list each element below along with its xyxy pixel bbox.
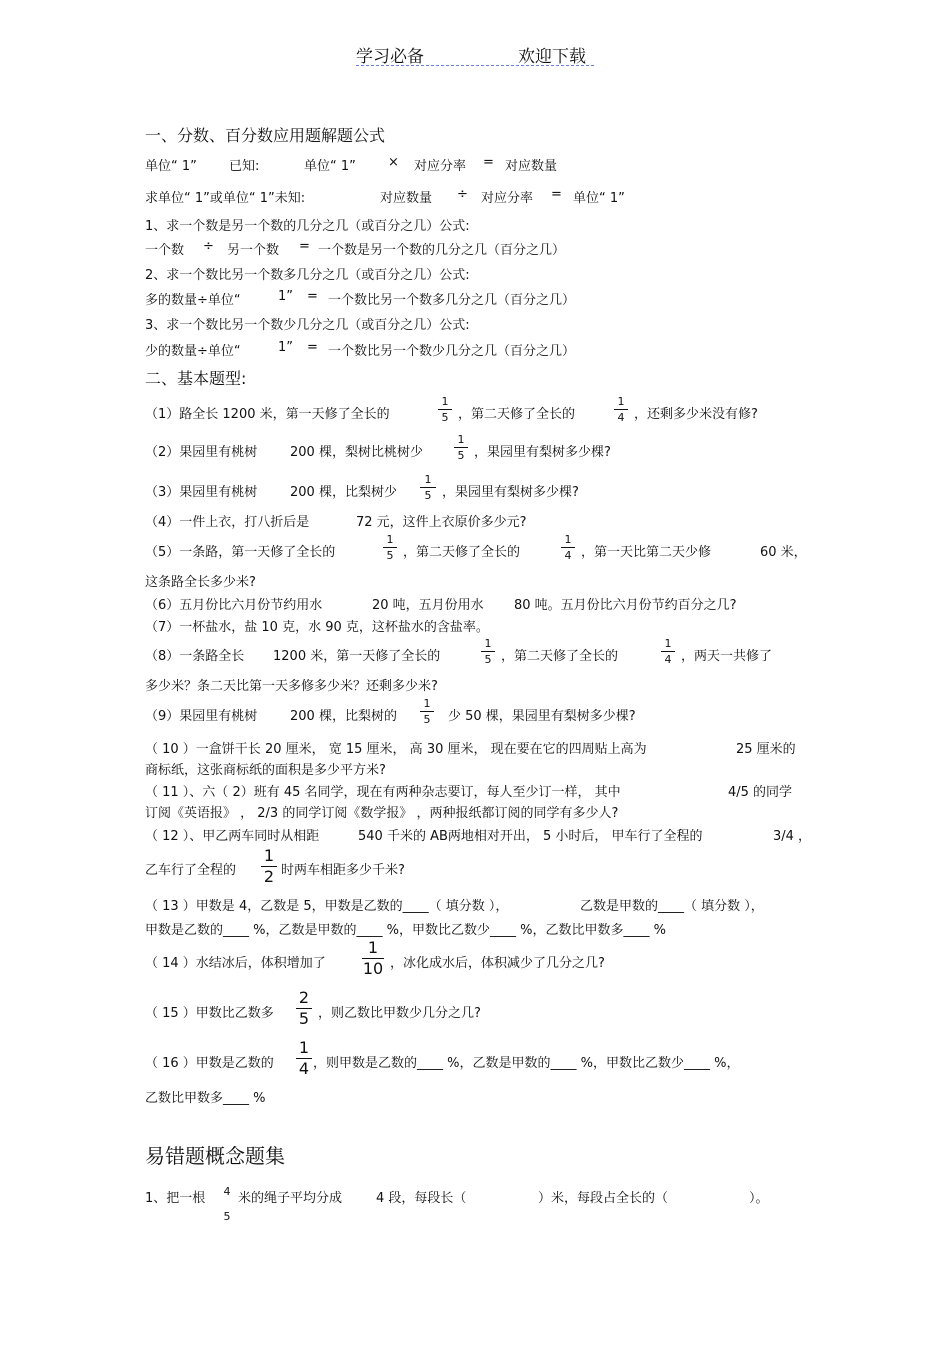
fraction: [220, 1186, 234, 1222]
numerator: 1: [617, 395, 625, 408]
numerator: 1: [424, 473, 432, 486]
denominator: 5: [223, 1210, 231, 1223]
numerator: 1: [441, 395, 449, 408]
numerator: 1: [564, 533, 572, 546]
formula-line2-a: 一个数: [145, 243, 185, 258]
section3-title: 易错题概念题集: [145, 1144, 285, 1168]
formula1-d: ×: [388, 155, 399, 170]
formula1-c: 单位“ 1”: [304, 159, 356, 174]
formula1-b: 已知:: [229, 159, 260, 174]
q16-part-b: ，则甲数是乙数的____ %，乙数是甲数的____ %，甲数比乙数少____ %，: [313, 1056, 740, 1071]
formula2-a: 求单位“ 1”或单位“ 1”未知:: [145, 191, 306, 206]
formula-line4-d: 一个数比另一个数多几分之几（百分之几）: [328, 293, 576, 308]
s3-q1-part-d: ）米，每段占全长的（: [538, 1191, 669, 1206]
formula1-g: 对应数量: [505, 159, 558, 174]
denominator: 5: [441, 411, 449, 424]
numerator: 2: [298, 988, 310, 1007]
q10-part-b: 25 厘米的: [736, 742, 796, 757]
formula-line1: 1、求一个数是另一个数的几分之几（或百分之几）公式:: [145, 219, 470, 234]
formula-line3: 2、求一个数比另一个数多几分之几（或百分之几）公式:: [145, 268, 470, 283]
q5-part-c: ，第一天比第二天少修: [581, 545, 712, 560]
q12-part-a: （ 12 ）、甲乙两车同时从相距: [145, 829, 320, 844]
q16-part-c: 乙数比甲数多____ %: [145, 1091, 266, 1106]
q2-part-c: ，果园里有梨树多少棵?: [474, 445, 611, 460]
fraction: [661, 638, 675, 665]
fraction-bar: [420, 711, 434, 712]
q5-part-e: 这条路全长多少米?: [145, 575, 256, 590]
denominator: 5: [386, 549, 394, 562]
fraction-bar: [383, 547, 397, 548]
denominator: 5: [298, 1009, 310, 1028]
numerator: 1: [367, 938, 379, 957]
header-left: 学习必备: [356, 47, 424, 67]
denominator: 5: [484, 653, 492, 666]
s3-q1-part-c: 4 段，每段长（: [376, 1191, 467, 1206]
fraction: [362, 940, 384, 977]
header-right: 欢迎下载: [518, 47, 586, 67]
q11-part-a: （ 11 ）、六（ 2）班有 45 名同学，现在有两种杂志要订，每人至少订一样， 其中: [145, 785, 621, 800]
formula2-f: 单位“ 1”: [573, 191, 625, 206]
header-divider: [356, 65, 594, 66]
formula-line5: 3、求一个数比另一个数少几分之几（或百分之几）公式:: [145, 318, 470, 333]
formula-line4-c: =: [307, 289, 318, 304]
numerator: 4: [223, 1185, 231, 1198]
q14-part-a: （ 14 ）水结冰后，体积增加了: [145, 956, 326, 971]
s3-q1-part-e: ）。: [749, 1191, 769, 1206]
q15-part-a: （ 15 ）甲数比乙数多: [145, 1006, 274, 1021]
denominator: 2: [263, 867, 275, 886]
formula1-a: 单位“ 1”: [145, 159, 197, 174]
q8-part-e: 多少米？条二天比第一天多修多少米？还剩多少米?: [145, 679, 438, 694]
denominator: 4: [617, 411, 625, 424]
formula-line2-c: 另一个数: [227, 243, 280, 258]
q1-part-c: ，还剩多少米没有修?: [634, 407, 758, 422]
q6-part-c: 80 吨。五月份比六月份节约百分之几?: [514, 598, 737, 613]
fraction-bar: [438, 409, 452, 410]
q8-part-a: （8）一条路全长: [145, 649, 245, 664]
formula-line2-e: 一个数是另一个数的几分之几（百分之几）: [318, 243, 566, 258]
numerator: 1: [423, 697, 431, 710]
formula-line6-c: =: [307, 340, 318, 355]
fraction-bar: [481, 651, 495, 652]
q13-part-c: 甲数是乙数的____ %，乙数是甲数的____ %，甲数比乙数少____ %，乙数比甲数多____ %: [145, 923, 666, 938]
formula-line2-d: =: [299, 239, 310, 254]
q13-part-b: 乙数是甲数的____（ 填分数 ），: [580, 899, 764, 914]
formula-line6-d: 一个数比另一个数少几分之几（百分之几）: [328, 344, 576, 359]
q8-part-d: ，两天一共修了: [681, 649, 773, 664]
fraction-bar: [454, 447, 468, 448]
denominator: 4: [298, 1059, 310, 1078]
q3-part-b: 200 棵，比梨树少: [290, 485, 397, 500]
section2-title: 二、基本题型:: [145, 369, 247, 388]
fraction: [296, 1040, 312, 1077]
fraction-bar: [614, 409, 628, 410]
q12-part-e: 时两车相距多少千米?: [281, 863, 405, 878]
section1-title: 一、分数、百分数应用题解题公式: [145, 126, 386, 145]
q5-part-b: ，第二天修了全长的: [403, 545, 521, 560]
denominator: 5: [424, 489, 432, 502]
fraction: [454, 434, 468, 461]
q4-part-a: （4）一件上衣，打八折后是: [145, 515, 310, 530]
formula-line2-b: ÷: [203, 239, 214, 254]
q9-part-a: （9）果园里有桃树: [145, 709, 258, 724]
q6-part-a: （6）五月份比六月份节约用水: [145, 598, 323, 613]
q15-part-b: ，则乙数比甲数少几分之几?: [318, 1006, 481, 1021]
q1-part-b: ，第二天修了全长的: [458, 407, 576, 422]
formula1-e: 对应分率: [414, 159, 467, 174]
numerator: 1: [386, 533, 394, 546]
fraction: [420, 698, 434, 725]
q10-part-a: （ 10 ）一盒饼干长 20 厘米， 宽 15 厘米， 高 30 厘米， 现在要在它的四周贴上高为: [145, 742, 647, 757]
fraction: [261, 848, 277, 885]
fraction: [438, 396, 452, 423]
fraction: [481, 638, 495, 665]
q13-part-a: （ 13 ）甲数是 4，乙数是 5，甲数是乙数的____（ 填分数 ），: [145, 899, 509, 914]
q3-part-a: （3）果园里有桃树: [145, 485, 258, 500]
s3-q1-part-b: 米的绳子平均分成: [238, 1191, 343, 1206]
fraction: [383, 534, 397, 561]
fraction-bar: [661, 651, 675, 652]
q12-part-d: 乙车行了全程的: [145, 863, 237, 878]
formula-line6-b: 1”: [278, 340, 294, 355]
s3-q1-part-a: 1、把一根: [145, 1191, 206, 1206]
denominator: 5: [457, 449, 465, 462]
q6-part-b: 20 吨，五月份用水: [372, 598, 484, 613]
numerator: 1: [298, 1038, 310, 1057]
q12-part-c: 3/4 ，: [773, 829, 812, 844]
q11-part-c: 订阅《英语报》 ， 2/3 的同学订阅《数学报》 ，两种报纸都订阅的同学有多少人?: [145, 806, 619, 821]
q2-part-b: 200 棵，梨树比桃树少: [290, 445, 423, 460]
q5-part-a: （5）一条路，第一天修了全长的: [145, 545, 336, 560]
formula-line4-b: 1”: [278, 289, 294, 304]
q14-part-b: ，冰化成水后，体积减少了几分之几?: [390, 956, 605, 971]
fraction: [420, 474, 436, 501]
q3-part-c: ，果园里有梨树多少棵?: [442, 485, 579, 500]
formula-line6-a: 少的数量÷单位“: [145, 344, 241, 359]
fraction: [614, 396, 628, 423]
formula2-e: =: [551, 187, 562, 202]
q16-part-a: （ 16 ）甲数是乙数的: [145, 1056, 274, 1071]
formula1-f: =: [483, 155, 494, 170]
numerator: 1: [484, 637, 492, 650]
q8-part-b: 1200 米，第一天修了全长的: [273, 649, 441, 664]
denominator: 5: [423, 713, 431, 726]
q8-part-c: ，第二天修了全长的: [501, 649, 619, 664]
formula2-b: 对应数量: [380, 191, 433, 206]
q4-part-b: 72 元，这件上衣原价多少元?: [356, 515, 527, 530]
fraction: [561, 534, 575, 561]
q1-part-a: （1）路全长 1200 米，第一天修了全长的: [145, 407, 390, 422]
numerator: 1: [457, 433, 465, 446]
denominator: 10: [362, 959, 384, 978]
q2-part-a: （2）果园里有桃树: [145, 445, 258, 460]
fraction-bar: [420, 487, 436, 488]
formula2-d: 对应分率: [481, 191, 534, 206]
q12-part-b: 540 千米的 AB两地相对开出， 5 小时后， 甲车行了全程的: [358, 829, 703, 844]
denominator: 4: [564, 549, 572, 562]
q9-part-c: 少 50 棵，果园里有梨树多少棵?: [448, 709, 636, 724]
fraction: [296, 990, 312, 1027]
numerator: 1: [664, 637, 672, 650]
q11-part-b: 4/5 的同学: [728, 785, 793, 800]
denominator: 4: [664, 653, 672, 666]
q9-part-b: 200 棵，比梨树的: [290, 709, 397, 724]
q5-part-d: 60 米，: [760, 545, 807, 560]
formula-line4-a: 多的数量÷单位“: [145, 293, 241, 308]
q7: （7）一杯盐水，盐 10 克，水 90 克，这杯盐水的含盐率。: [145, 620, 489, 635]
numerator: 1: [263, 846, 275, 865]
formula2-c: ÷: [457, 187, 468, 202]
fraction-bar: [561, 547, 575, 548]
q10-part-c: 商标纸，这张商标纸的面积是多少平方米?: [145, 763, 386, 778]
